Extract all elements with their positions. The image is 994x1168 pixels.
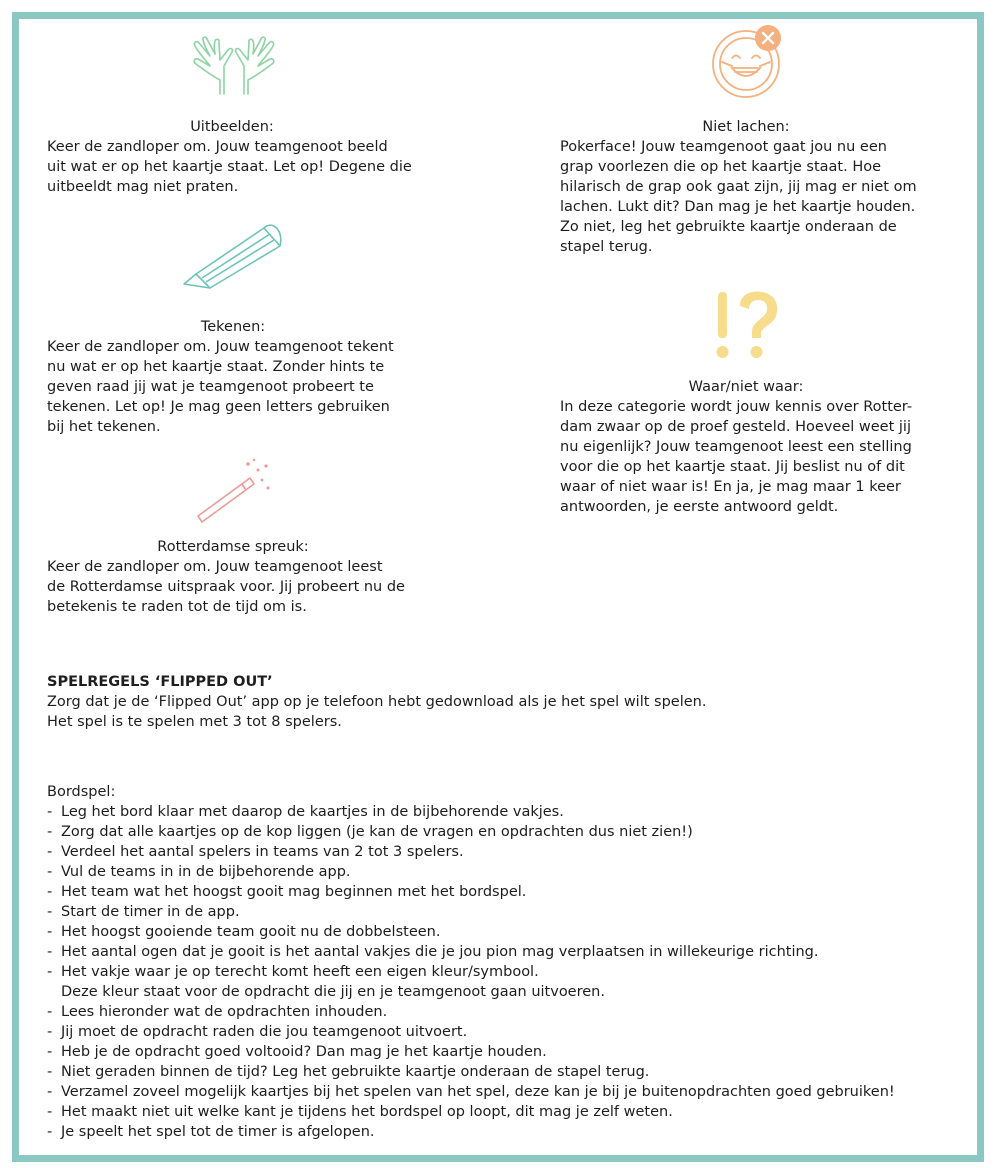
list-item: - Het team wat het hoogst gooit mag beginnen met het bordspel. [47,882,947,902]
rules-section [47,672,947,1142]
category-waar-niet-waar [560,377,960,517]
magic-wand-icon [192,458,276,526]
category-description: Keer de zandloper om. Jouw teamgenoot beeld uit wat er op het kaartje staat. Let op! Degene die uitbeeldt mag niet praten. [47,139,412,195]
hands-icon [190,36,278,98]
laughing-face-icon [708,22,786,100]
list-item: - Het maakt niet uit welke kant je tijdens het bordspel op loopt, dit mag je zelf weten. [47,1102,947,1122]
list-item: - Lees hieronder wat de opdrachten inhouden. [47,1002,947,1022]
category-description: Pokerface! Jouw teamgenoot gaat jou nu een grap voorlezen die op het kaartje staat. Hoe hilarisch de grap ook gaat zijn, jij mag er niet om lachen. Lukt dit? Dan mag je het kaartje houden. Zo niet, leg het gebruikte kaartje onderaan de stapel terug. [560,139,917,255]
list-item: - Het vakje waar je op terecht komt heeft een eigen kleur/symbool. Deze kleur staat voor de opdracht die jij en je teamgenoot gaan uitvoeren. [47,962,947,1002]
category-title: Waar/niet waar: [688,379,804,395]
rules-intro: Zorg dat je de ‘Flipped Out’ app op je telefoon hebt gedownload als je het spel wilt spelen. Het spel is te spelen met 3 tot 8 spelers. [47,694,707,730]
list-item: - Jij moet de opdracht raden die jou teamgenoot uitvoert. [47,1022,947,1042]
category-description: Keer de zandloper om. Jouw teamgenoot tekent nu wat er op het kaartje staat. Zonder hints te geven raad jij wat je teamgenoot probeert te tekenen. Let op! Je mag geen letters gebruiken bij het tekenen. [47,339,394,435]
list-item: - Verdeel het aantal spelers in teams van 2 tot 3 spelers. [47,842,947,862]
list-item: - Het aantal ogen dat je gooit is het aantal vakjes die je jou pion mag verplaatsen in willekeurige richting. [47,942,947,962]
category-tekenen [47,317,427,437]
category-title: Uitbeelden: [190,119,274,135]
category-title: Tekenen: [200,319,266,335]
list-item: - Leg het bord klaar met daarop de kaartjes in de bijbehorende vakjes. [47,802,947,822]
category-rotterdamse-spreuk [47,537,427,617]
list-item: - Het hoogst gooiende team gooit nu de dobbelsteen. [47,922,947,942]
category-description: Keer de zandloper om. Jouw teamgenoot leest de Rotterdamse uitspraak voor. Jij probeert nu de betekenis te raden tot de tijd om is. [47,559,405,615]
interrobang-icon [708,288,784,362]
category-title: Niet lachen: [702,119,790,135]
list-item: - Je speelt het spel tot de timer is afgelopen. [47,1122,947,1142]
pencil-icon [180,218,290,290]
list-item: - Verzamel zoveel mogelijk kaartjes bij het spelen van het spel, deze kan je bij je buitenopdrachten goed gebruiken! [47,1082,947,1102]
list-item: - Start de timer in de app. [47,902,947,922]
board-heading: Bordspel: [47,784,116,800]
list-item: - Zorg dat alle kaartjes op de kop liggen (je kan de vragen en opdrachten dus niet zien!) [47,822,947,842]
rules-title: SPELREGELS ‘FLIPPED OUT’ [47,674,273,690]
category-title: Rotterdamse spreuk: [157,539,309,555]
category-description: In deze categorie wordt jouw kennis over Rotter- dam zwaar op de proef gesteld. Hoeveel weet jij nu eigenlijk? Jouw teamgenoot leest een stelling voor die op het kaartje staat. Jij beslist nu of dit waar of niet waar is! En ja, je mag maar 1 keer antwoorden, je eerste antwoord geldt. [560,399,913,515]
list-item: - Heb je de opdracht goed voltooid? Dan mag je het kaartje houden. [47,1042,947,1062]
list-item: - Niet geraden binnen de tijd? Leg het gebruikte kaartje onderaan de stapel terug. [47,1062,947,1082]
list-item: - Vul de teams in in de bijbehorende app. [47,862,947,882]
category-uitbeelden [47,117,427,197]
rules-list [47,802,947,1142]
category-niet-lachen [560,117,960,257]
